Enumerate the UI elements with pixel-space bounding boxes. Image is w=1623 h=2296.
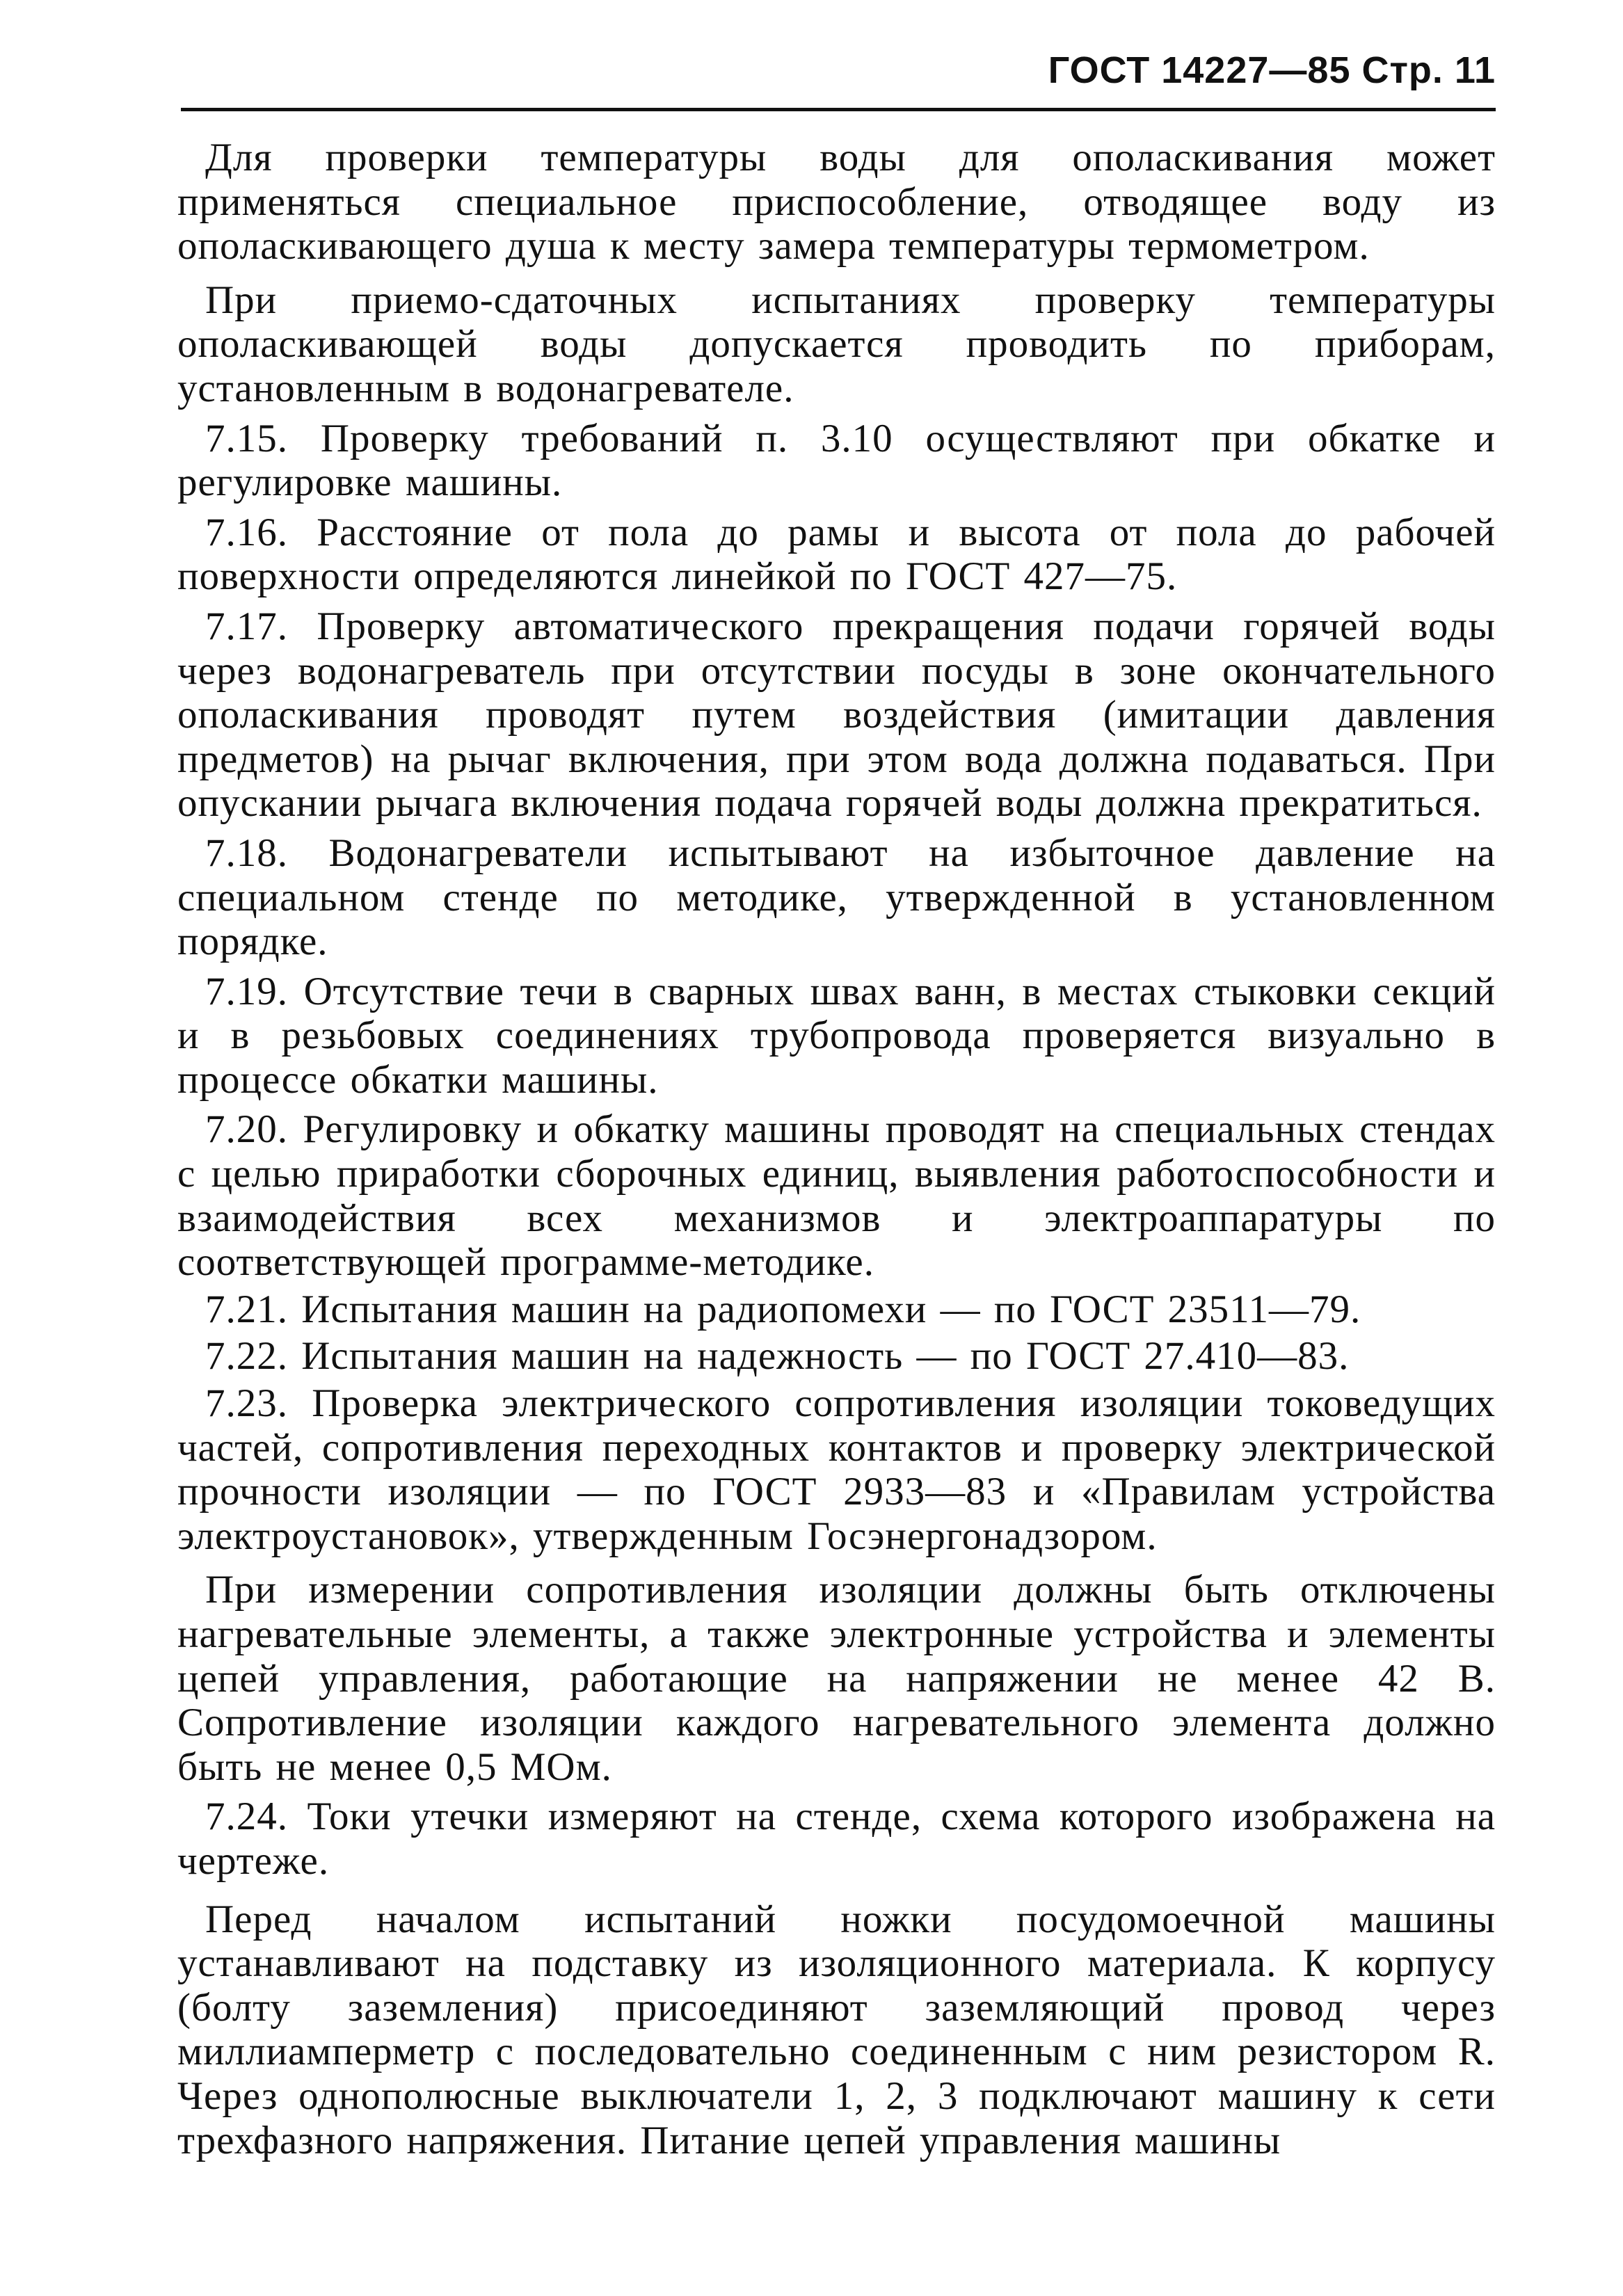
paragraph-7-17: 7.17. Проверку автоматического прекращения подачи горячей воды через водонагреватель при отсутствии посуды в зоне окончательного ополаскивания проводят путем воздействия (имитации давления предметов) на рычаг включения, при этом вода должна подаваться. При опускании рычага включения подача горячей воды должна прекратиться. [177,604,1496,826]
paragraph-7-22: 7.22. Испытания машин на надежность — по ГОСТ 27.410—83. [205,1334,1350,1379]
page-header [181,42,1496,111]
paragraph-test-setup: Перед началом испытаний ножки посудомоечной машины устанавливают на подставку из изоляционного материала. К корпусу (болту заземления) присоединяют заземляющий провод через миллиамперметр с последовательно соединенным с ним резистором R. Через однополюсные выключатели 1, 2, 3 подключают машину к сети трехфазного напряжения. Питание цепей управления машины [177,1897,1496,2162]
paragraph-7-16: 7.16. Расстояние от пола до рамы и высота от пола до рабочей поверхности определяются линейкой по ГОСТ 427—75. [177,510,1496,599]
paragraph-7-24: 7.24. Токи утечки измеряют на стенде, схема которого изображена на чертеже. [177,1795,1496,1883]
paragraph-acceptance-tests: При приемо-сдаточных испытаниях проверку температуры ополаскивающей воды допускается проводить по приборам, установленным в водонагревателе. [177,278,1496,410]
header-text: ГОСТ 14227—85 Стр. 11 [1048,49,1496,91]
paragraph-rinse-water-check: Для проверки температуры воды для ополаскивания может применяться специальное приспособление, отводящее воду из ополаскивающего душа к месту замера температуры термометром. [177,136,1496,268]
paragraph-7-20: 7.20. Регулировку и обкатку машины проводят на специальных стендах с целью приработки сборочных единиц, выявления работоспособности и взаимодействия всех механизмов и электроаппаратуры по соответствующей программе-методике. [177,1107,1496,1285]
paragraph-7-18: 7.18. Водонагреватели испытывают на избыточное давление на специальном стенде по методике, утвержденной в установленном порядке. [177,830,1496,964]
paragraph-7-19: 7.19. Отсутствие течи в сварных швах ванн, в местах стыковки секций и в резьбовых соединениях трубопровода проверяется визуально в процессе обкатки машины. [177,969,1496,1102]
paragraph-7-15: 7.15. Проверку требований п. 3.10 осуществляют при обкатке и регулировке машины. [177,416,1496,505]
document-body [177,136,1496,2162]
paragraph-7-21: 7.21. Испытания машин на радиопомехи — по ГОСТ 23511—79. [205,1287,1361,1331]
paragraph-7-23: 7.23. Проверка электрического сопротивления изоляции токоведущих частей, сопротивления переходных контактов и проверку электрической прочности изоляции — по ГОСТ 2933—83 и «Правилам устройства электроустановок», утвержденным Госэнергонадзором. [177,1381,1496,1558]
paragraph-insulation-measurement: При измерении сопротивления изоляции должны быть отключены нагревательные элементы, а также электронные устройства и элементы цепей управления, работающие на напряжении не менее 42 В. Сопротивление изоляции каждого нагревательного элемента должно быть не менее 0,5 МОм. [177,1568,1496,1789]
